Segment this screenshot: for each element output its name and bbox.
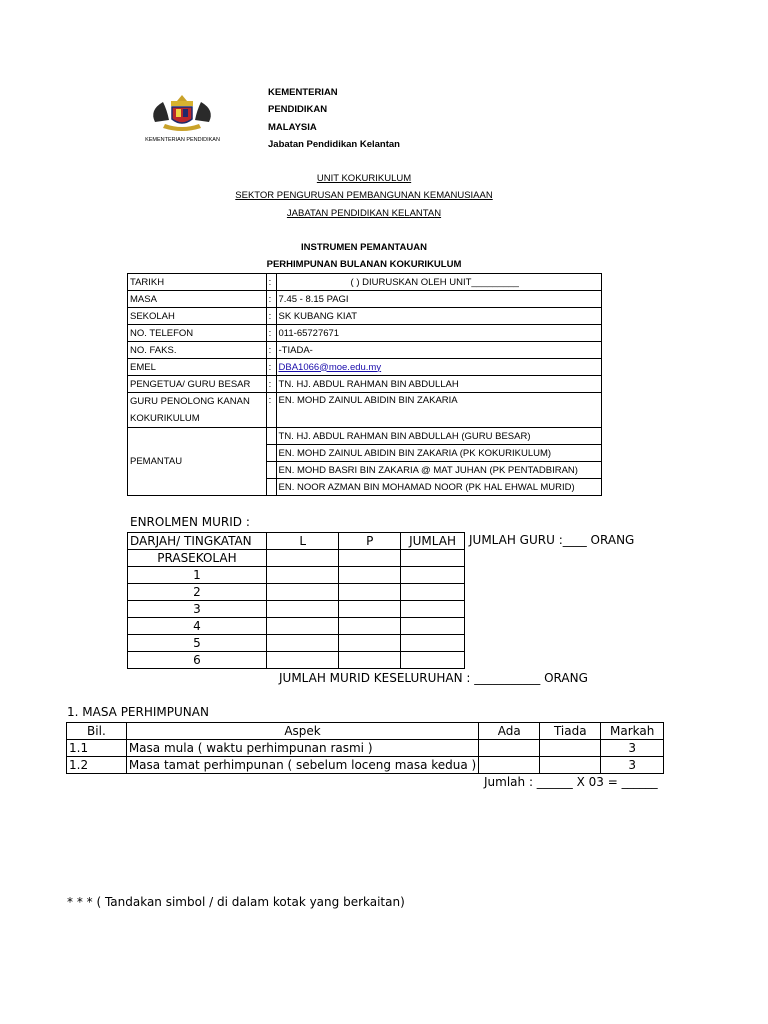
tiada-cell[interactable] <box>540 740 601 757</box>
letterhead-line2: PENDIDIKAN <box>268 104 328 115</box>
table-row <box>128 342 602 359</box>
letterhead-line1: KEMENTERIAN <box>268 87 338 98</box>
cell-jumlah[interactable] <box>401 601 465 618</box>
table-row <box>128 567 465 584</box>
masa-label: MASA <box>128 291 267 308</box>
table-row <box>128 274 602 291</box>
unit-line3: JABATAN PENDIDIKAN KELANTAN <box>286 208 442 219</box>
table-row <box>128 584 465 601</box>
table-row <box>128 428 602 445</box>
cell-jumlah[interactable] <box>401 584 465 601</box>
pemantau-4: EN. NOOR AZMAN BIN MOHAMAD NOOR (PK HAL EHWAL MURID) <box>276 479 601 496</box>
table-header-row <box>67 723 664 740</box>
row-label: 4 <box>128 618 267 635</box>
table-row <box>128 376 602 393</box>
colon: : <box>266 274 276 291</box>
table-row <box>128 291 602 308</box>
header-ada: Ada <box>479 723 540 740</box>
colon: : <box>266 308 276 325</box>
table-row <box>128 550 465 567</box>
crest-icon <box>135 92 230 134</box>
unit-line2: SEKTOR PENGURUSAN PEMBANGUNAN KEMANUSIAAN <box>235 190 493 201</box>
colon-blank <box>266 479 276 496</box>
cell-p[interactable] <box>339 652 401 669</box>
telefon-label: NO. TELEFON <box>128 325 267 342</box>
cell-p[interactable] <box>339 567 401 584</box>
emel-cell <box>276 359 601 376</box>
pengetua-label: PENGETUA/ GURU BESAR <box>128 376 267 393</box>
bil: 1.2 <box>67 757 127 774</box>
header-l: L <box>266 533 339 550</box>
cell-jumlah[interactable] <box>401 618 465 635</box>
title-line1: INSTRUMEN PEMANTAUAN <box>301 242 427 253</box>
cell-jumlah[interactable] <box>401 635 465 652</box>
enrolmen-table <box>127 532 465 669</box>
row-label: 2 <box>128 584 267 601</box>
header-p: P <box>339 533 401 550</box>
row-label: PRASEKOLAH <box>128 550 267 567</box>
gpk-label-line1: GURU PENOLONG KANAN <box>130 396 250 407</box>
colon: : <box>266 393 276 428</box>
colon: : <box>266 359 276 376</box>
row-label: 6 <box>128 652 267 669</box>
table-row <box>128 393 602 428</box>
table-row <box>67 740 664 757</box>
colon-blank <box>266 428 276 445</box>
jumlah-markah: Jumlah : ______ X 03 = ______ <box>484 775 658 789</box>
cell-l[interactable] <box>266 584 339 601</box>
colon-blank <box>266 462 276 479</box>
gpk-value: EN. MOHD ZAINUL ABIDIN BIN ZAKARIA <box>276 393 601 428</box>
cell-p[interactable] <box>339 550 401 567</box>
header-bil: Bil. <box>67 723 127 740</box>
pemantau-1: TN. HJ. ABDUL RAHMAN BIN ABDULLAH (GURU BESAR) <box>276 428 601 445</box>
cell-l[interactable] <box>266 618 339 635</box>
cell-p[interactable] <box>339 584 401 601</box>
pengetua-value: TN. HJ. ABDUL RAHMAN BIN ABDULLAH <box>276 376 601 393</box>
colon: : <box>266 325 276 342</box>
tarikh-value: ( ) DIURUSKAN OLEH UNIT_________ <box>276 274 601 291</box>
masa-table <box>66 722 664 774</box>
header-aspek: Aspek <box>126 723 478 740</box>
cell-l[interactable] <box>266 601 339 618</box>
tiada-cell[interactable] <box>540 757 601 774</box>
header-darjah: DARJAH/ TINGKATAN <box>128 533 267 550</box>
colon: : <box>266 376 276 393</box>
row-label: 1 <box>128 567 267 584</box>
pemantau-3: EN. MOHD BASRI BIN ZAKARIA @ MAT JUHAN (PK PENTADBIRAN) <box>276 462 601 479</box>
colon-blank <box>266 445 276 462</box>
info-table <box>127 273 602 496</box>
table-row <box>128 601 465 618</box>
table-header-row <box>128 533 465 550</box>
emel-label: EMEL <box>128 359 267 376</box>
cell-p[interactable] <box>339 601 401 618</box>
cell-jumlah[interactable] <box>401 550 465 567</box>
bil: 1.1 <box>67 740 127 757</box>
row-label: 5 <box>128 635 267 652</box>
cell-l[interactable] <box>266 635 339 652</box>
colon: : <box>266 291 276 308</box>
pemantau-2: EN. MOHD ZAINUL ABIDIN BIN ZAKARIA (PK KOKURIKULUM) <box>276 445 601 462</box>
ada-cell[interactable] <box>479 740 540 757</box>
header-jumlah: JUMLAH <box>401 533 465 550</box>
cell-l[interactable] <box>266 567 339 584</box>
markah: 3 <box>601 757 664 774</box>
table-row <box>67 757 664 774</box>
cell-p[interactable] <box>339 635 401 652</box>
table-row <box>128 308 602 325</box>
emel-link[interactable]: DBA1066@moe.edu.my <box>278 361 382 373</box>
enrolmen-heading: ENROLMEN MURID : <box>130 515 250 529</box>
row-label: 3 <box>128 601 267 618</box>
faks-label: NO. FAKS. <box>128 342 267 359</box>
tarikh-label: TARIKH <box>128 274 267 291</box>
cell-jumlah[interactable] <box>401 567 465 584</box>
jumlah-murid: JUMLAH MURID KESELURUHAN : ___________ ORANG <box>279 671 588 685</box>
cell-l[interactable] <box>266 550 339 567</box>
letterhead-line3: MALAYSIA <box>268 122 317 133</box>
cell-l[interactable] <box>266 652 339 669</box>
sekolah-label: SEKOLAH <box>128 308 267 325</box>
gpk-label-line2: KOKURIKULUM <box>130 413 200 424</box>
gpk-label <box>128 393 267 428</box>
aspek: Masa mula ( waktu perhimpunan rasmi ) <box>126 740 478 757</box>
logo-caption: KEMENTERIAN PENDIDIKAN <box>145 137 220 143</box>
telefon-value: 011-65727671 <box>276 325 601 342</box>
ministry-logo <box>135 92 230 142</box>
aspek: Masa tamat perhimpunan ( sebelum loceng masa kedua ) <box>126 757 478 774</box>
sekolah-value: SK KUBANG KIAT <box>276 308 601 325</box>
table-row <box>128 618 465 635</box>
cell-p[interactable] <box>339 618 401 635</box>
table-row <box>128 359 602 376</box>
ada-cell[interactable] <box>479 757 540 774</box>
footnote: * * * ( Tandakan simbol / di dalam kotak yang berkaitan) <box>67 895 405 909</box>
cell-jumlah[interactable] <box>401 652 465 669</box>
pemantau-label: PEMANTAU <box>128 428 267 496</box>
table-row <box>128 652 465 669</box>
header-tiada: Tiada <box>540 723 601 740</box>
letterhead-line4: Jabatan Pendidikan Kelantan <box>268 139 400 150</box>
colon: : <box>266 342 276 359</box>
unit-line1: UNIT KOKURIKULUM <box>316 173 412 184</box>
masa-heading: 1. MASA PERHIMPUNAN <box>67 705 209 719</box>
jumlah-guru: JUMLAH GURU :____ ORANG <box>469 533 635 547</box>
markah: 3 <box>601 740 664 757</box>
table-row <box>128 635 465 652</box>
table-row <box>128 325 602 342</box>
header-markah: Markah <box>601 723 664 740</box>
title-line2: PERHIMPUNAN BULANAN KOKURIKULUM <box>266 259 462 270</box>
faks-value: -TIADA- <box>276 342 601 359</box>
masa-value: 7.45 - 8.15 PAGI <box>276 291 601 308</box>
